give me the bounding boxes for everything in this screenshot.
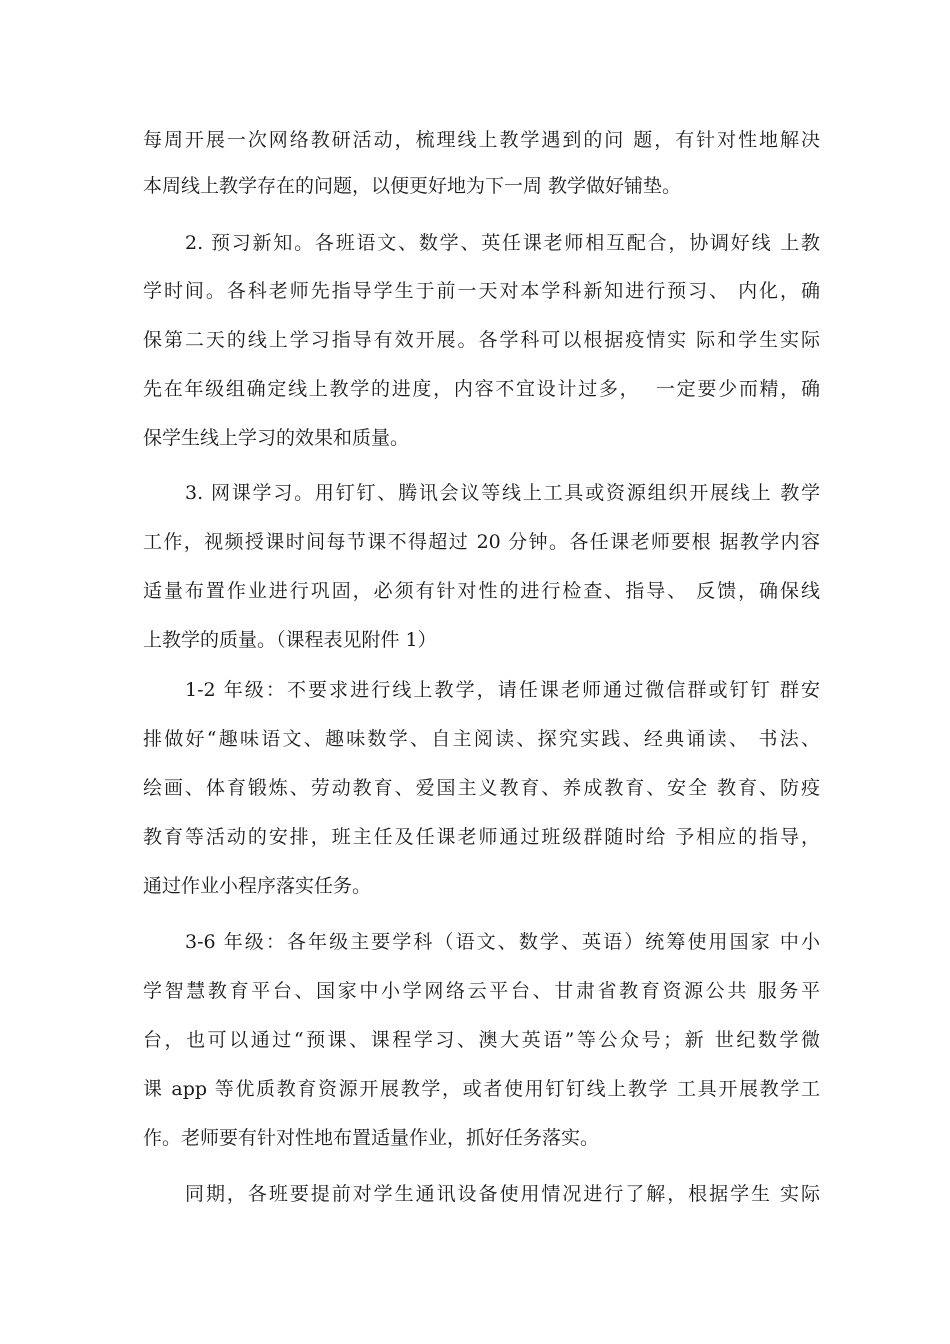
paragraph-line: 3-6 年级：各年级主要学科（语文、数学、英语）统筹使用国家 中小	[185, 931, 820, 953]
paragraph-line: 上教学的质量。（课程表见附件 1）	[143, 629, 437, 651]
paragraph-line: 学时间。各科老师先指导学生于前一天对本学科新知进行预习、 内化，确	[143, 280, 820, 302]
paragraph-line: 先在年级组确定线上教学的进度，内容不宜设计过多， 一定要少而精，确	[143, 378, 820, 400]
paragraph-line: 教育等活动的安排，班主任及任课老师通过班级群随时给 予相应的指导，	[143, 826, 820, 848]
paragraph-line: 同期，各班要提前对学生通讯设备使用情况进行了解，根据学生 实际	[185, 1183, 820, 1205]
paragraph-line: 学智慧教育平台、国家中小学网络云平台、甘肃省教育资源公共 服务平	[143, 980, 820, 1002]
paragraph-line: 本周线上教学存在的问题，以便更好地为下一周 教学做好铺垫。	[143, 175, 682, 197]
paragraph-line: 每周开展一次网络教研活动，梳理线上教学遇到的问 题，有针对性地解决	[143, 129, 820, 151]
paragraph-line: 通过作业小程序落实任务。	[143, 875, 372, 897]
paragraph-line: 保第二天的线上学习指导有效开展。各学科可以根据疫情实 际和学生实际	[143, 329, 820, 351]
paragraph-line: 2. 预习新知。各班语文、数学、英任课老师相互配合，协调好线 上教	[185, 232, 820, 254]
paragraph-line: 保学生线上学习的效果和质量。	[143, 427, 410, 449]
paragraph-line: 台，也可以通过“预课、课程学习、澳大英语”等公众号；新 世纪数学微	[143, 1029, 820, 1051]
paragraph-line: 绘画、体育锻炼、劳动教育、爱国主义教育、养成教育、安全 教育、防疫	[143, 777, 820, 799]
paragraph-line: 3. 网课学习。用钉钉、腾讯会议等线上工具或资源组织开展线上 教学	[185, 482, 820, 504]
paragraph-line: 1-2 年级：不要求进行线上教学，请任课老师通过微信群或钉钉 群安	[185, 679, 820, 701]
paragraph-line: 排做好“趣味语文、趣味数学、自主阅读、探究实践、经典诵读、 书法、	[143, 728, 820, 750]
paragraph-line: 适量布置作业进行巩固，必须有针对性的进行检查、指导、 反馈，确保线	[143, 580, 820, 602]
paragraph-line: 课 app 等优质教育资源开展教学，或者使用钉钉线上教学 工具开展教学工	[143, 1078, 820, 1100]
paragraph-line: 作。老师要有针对性地布置适量作业，抓好任务落实。	[143, 1127, 600, 1149]
paragraph-line: 工作，视频授课时间每节课不得超过 20 分钟。各任课老师要根 据教学内容	[143, 531, 820, 553]
